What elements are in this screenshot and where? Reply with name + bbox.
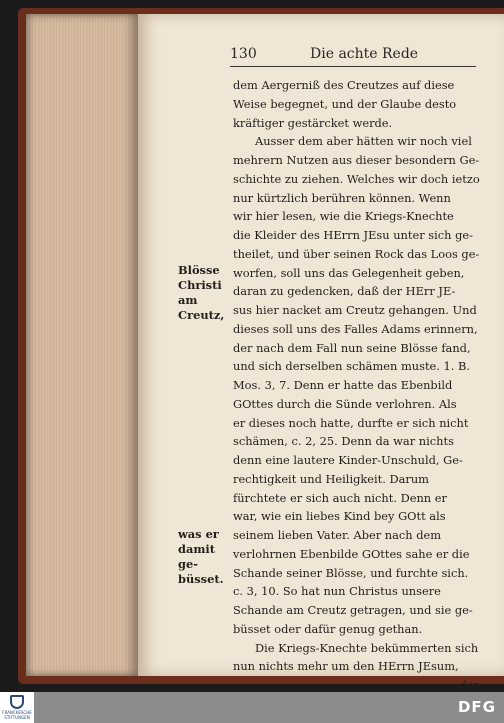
text-line: der nach dem Fall nun seine Blösse fand, [233, 340, 471, 355]
text-line: worfen, soll uns das Gelegenheit geben, [233, 265, 465, 280]
marginal-note-2 [178, 527, 236, 587]
text-line: die Kleider des HErrn JEsu unter sich ge- [233, 228, 473, 242]
text-line: war, wie ein liebes Kind bey GOtt als [233, 509, 446, 524]
text-line: kräftiger gestärcket werde. [233, 115, 393, 130]
marginal-note-line: Blösse [178, 263, 220, 277]
text-line: dieses soll uns des Falles Adams erinnern, [233, 321, 478, 336]
text-line: denn eine lautere Kinder-Unschuld, Ge- [233, 453, 463, 467]
institution-logo-text: FRANCKESCHE STIFTUNGEN [2, 710, 32, 720]
text-line: wir hier lesen, wie die Kriegs-Knechte [233, 209, 454, 224]
text-line: Mos. 3, 7. Denn er hatte das Ebenbild [233, 378, 453, 392]
text-line: daran zu gedencken, daß der HErr JE- [233, 284, 456, 299]
footer-bar [0, 692, 504, 723]
page-header [230, 46, 480, 68]
running-head: Die achte Rede [310, 46, 419, 62]
text-line: Ausser dem aber hätten wir noch viel [255, 134, 472, 149]
text-line: nun nichts mehr um den HErrn JEsum, [233, 659, 459, 674]
text-line: rechtigkeit und Heiligkeit. Darum [233, 471, 429, 486]
text-line: theilet, und über seinen Rock das Loos ge- [233, 246, 480, 261]
text-line: er dieses noch hatte, durfte er sich nicht [233, 415, 469, 430]
institution-logo [0, 692, 34, 723]
text-line: Weise begegnet, und der Glaube desto [233, 96, 457, 111]
marginal-note-line: was er [178, 527, 219, 541]
text-line: mehrern Nutzen aus dieser besondern Ge- [233, 153, 480, 167]
text-line: Schande seiner Blösse, und furchte sich. [233, 565, 469, 580]
text-line: schämen, c. 2, 25. Denn da war nichts [233, 434, 454, 449]
text-line: und sich derselben schämen muste. 1. B. [233, 359, 470, 374]
body-text [233, 76, 481, 695]
marginal-note-1 [178, 263, 236, 323]
text-line: den [459, 678, 481, 692]
marginal-note-line: Creutz, [178, 308, 225, 322]
text-line: schichte zu ziehen. Welches wir doch ietzo [233, 171, 480, 186]
text-line: verlohrnen Ebenbilde GOttes sahe er die [233, 546, 470, 561]
text-line: GOttes durch die Sünde verlohren. Als [233, 396, 457, 411]
text-line: nur kürtzlich berühren können. Wenn [233, 190, 451, 205]
dfg-logo: DFG [457, 698, 496, 716]
text-line: fürchtete er sich auch nicht. Denn er [233, 490, 447, 505]
text-line: seinem lieben Vater. Aber nach dem [233, 528, 442, 542]
text-line: dem Aergerniß des Creutzes auf diese [233, 78, 455, 92]
marginal-note-line: Christi am [178, 278, 222, 307]
text-line: Die Kriegs-Knechte bekümmerten sich [255, 640, 479, 655]
text-line: büsset oder dafür genug gethan. [233, 621, 423, 636]
header-rule [230, 66, 476, 67]
text-line: c. 3, 10. So hat nun Christus unsere [233, 584, 441, 599]
page-number: 130 [230, 46, 257, 62]
page-edges [26, 14, 138, 676]
marginal-note-line: damit ge- [178, 542, 215, 571]
shield-icon [10, 695, 24, 709]
marginal-note-line: büsset. [178, 572, 224, 586]
text-line: Schande am Creutz getragen, und sie ge- [233, 603, 473, 617]
text-line: sus hier nacket am Creutz gehangen. Und [233, 303, 477, 317]
